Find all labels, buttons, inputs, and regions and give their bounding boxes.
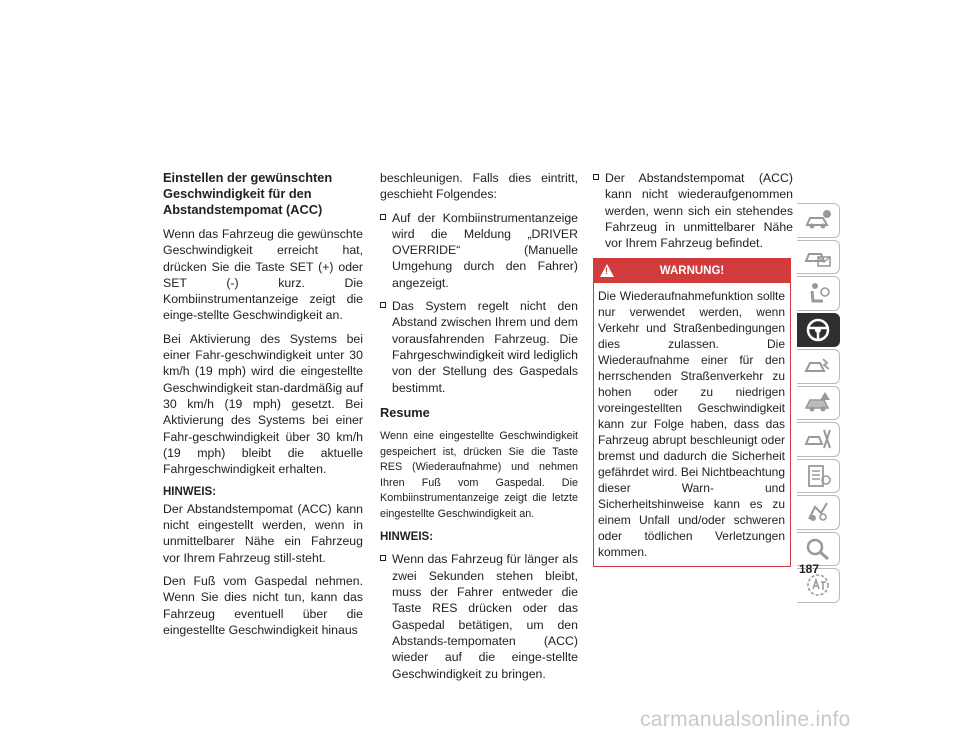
tab-car-check[interactable] [797,240,840,275]
note-list [380,551,578,681]
warning-triangle-icon: ! [600,264,614,277]
tab-car-info[interactable] [797,203,840,238]
tab-steering-wheel[interactable] [797,313,840,348]
warning-box [593,258,791,567]
warning-text: Die Wiederaufnahmefunktion sollte nur verwendet werden, wenn Verkehr und Straßenbedingungen dies zulassen. Die Wiederaufnahme einer für den herrschenden Straßenverkehr zu hohen oder zu niedrigen voreingestellten Geschwindigkeit kann zur Folge haben, dass das Fahrzeug abrupt beschleunigt oder bremst und dadurch die Sicherheit gefährdet wird. Bei Nichtbeachtung dieser Warn- und Sicherheitshinweise kann es zu einem Unfall und/oder schweren oder tödlichen Verletzungen kommen. [598,289,785,560]
language-index-icon [803,572,833,598]
resume-text: Wenn eine eingestellte Geschwindigkeit gespeichert ist, drücken Sie die Taste RES (Wiederaufnahme) und nehmen Ihren Fuß vom Gaspedal. Die Kombiinstrumentanzeige zeigt die letzte eingestellte Geschwindigkeit an. [380,430,578,520]
car-crash-icon [803,353,833,379]
paragraph: Wenn das Fahrzeug die gewünschte Geschwindigkeit erreicht hat, drücken Sie die Taste SET (+) oder SET (-) kurz. Die Kombiinstrumentanzeige zeigt die einge-stellte Geschwindigkeit an. [163,227,363,323]
warning-header [594,259,790,283]
car-tools-icon [803,426,833,452]
chapter-tabs [797,203,841,605]
tab-car-warning[interactable] [797,386,840,421]
paragraph: Den Fuß vom Gaspedal nehmen. Wenn Sie dies nicht tun, kann das Fahrzeug eventuell über die eingestellte Geschwindigkeit hinaus [163,573,363,637]
bullet-list [593,170,793,251]
tab-car-tools[interactable] [797,422,840,457]
note-title: HINWEIS: [380,531,434,544]
tab-car-crash[interactable] [797,349,840,384]
list-item: Wenn das Fahrzeug für länger als zwei Sekunden stehen bleibt, muss der Fahrer entweder die Taste RES drücken oder das Gaspedal betätigen, um den Abstands-tempomaten (ACC) wieder auf die einge-stellte Geschwindigkeit zu bringen. [380,551,578,681]
page-number: 187 [799,562,820,576]
column-middle [380,170,578,690]
note-text: Der Abstandstempomat (ACC) kann nicht eingestellt werden, wenn in unmittelbarer Nähe ein Fahrzeug vor Ihrem Fahrzeug still-steht. [163,501,363,565]
note-title: HINWEIS: [163,486,217,499]
section-heading [163,170,363,218]
bullet-list [380,210,578,396]
heading-line: Geschwindigkeit für den [163,186,312,201]
multimedia-icon [803,499,833,525]
tab-search[interactable] [797,532,840,567]
watermark: carmanualsonline.info [640,708,851,731]
resume-heading: Resume [380,404,430,420]
car-check-mail-icon [803,244,833,270]
steering-wheel-icon [803,317,833,343]
column-left [163,170,363,645]
list-item: Das System regelt nicht den Abstand zwischen Ihrem und dem vorausfahrenden Fahrzeug. Die Fahrgeschwindigkeit wird lediglich von der Stellung des Gaspedals bestimmt. [380,298,578,396]
specifications-list-icon [803,463,833,489]
paragraph: beschleunigen. Falls dies eintritt, geschieht Folgendes: [380,171,578,202]
seat-airbag-icon [803,280,833,306]
car-warning-icon [803,390,833,416]
column-right [593,170,793,567]
search-icon [803,536,833,562]
heading-line: Abstandstempomat (ACC) [163,202,323,217]
heading-line: Einstellen der gewünschten [163,170,333,185]
list-item: Der Abstandstempomat (ACC) kann nicht wiederaufgenommen werden, wenn sich ein stehendes Fahrzeug in unmittelbarer Nähe vor Ihrem Fahrzeug befindet. [593,170,793,251]
warning-title: WARNUNG! [659,265,725,278]
tab-multimedia[interactable] [797,495,840,530]
tab-specifications[interactable] [797,459,840,494]
paragraph: Bei Aktivierung des Systems bei einer Fahr-geschwindigkeit unter 30 km/h (19 mph) wird die eingestellte Geschwindigkeit stan-dardmäßig auf 30 km/h (19 mph) gesetzt. Bei Aktivierung des Systems bei einer Fahr-geschwindigkeit über 30 km/h (19 mph) bleibt die aktuelle Fahrgeschwindigkeit erhalten. [163,331,363,477]
tab-seat-airbag[interactable] [797,276,840,311]
list-item: Auf der Kombiinstrumentanzeige wird die Meldung „DRIVER OVERRIDE“ (Manuelle Umgehung durch den Fahrer) angezeigt. [380,210,578,291]
car-info-icon [803,207,833,233]
